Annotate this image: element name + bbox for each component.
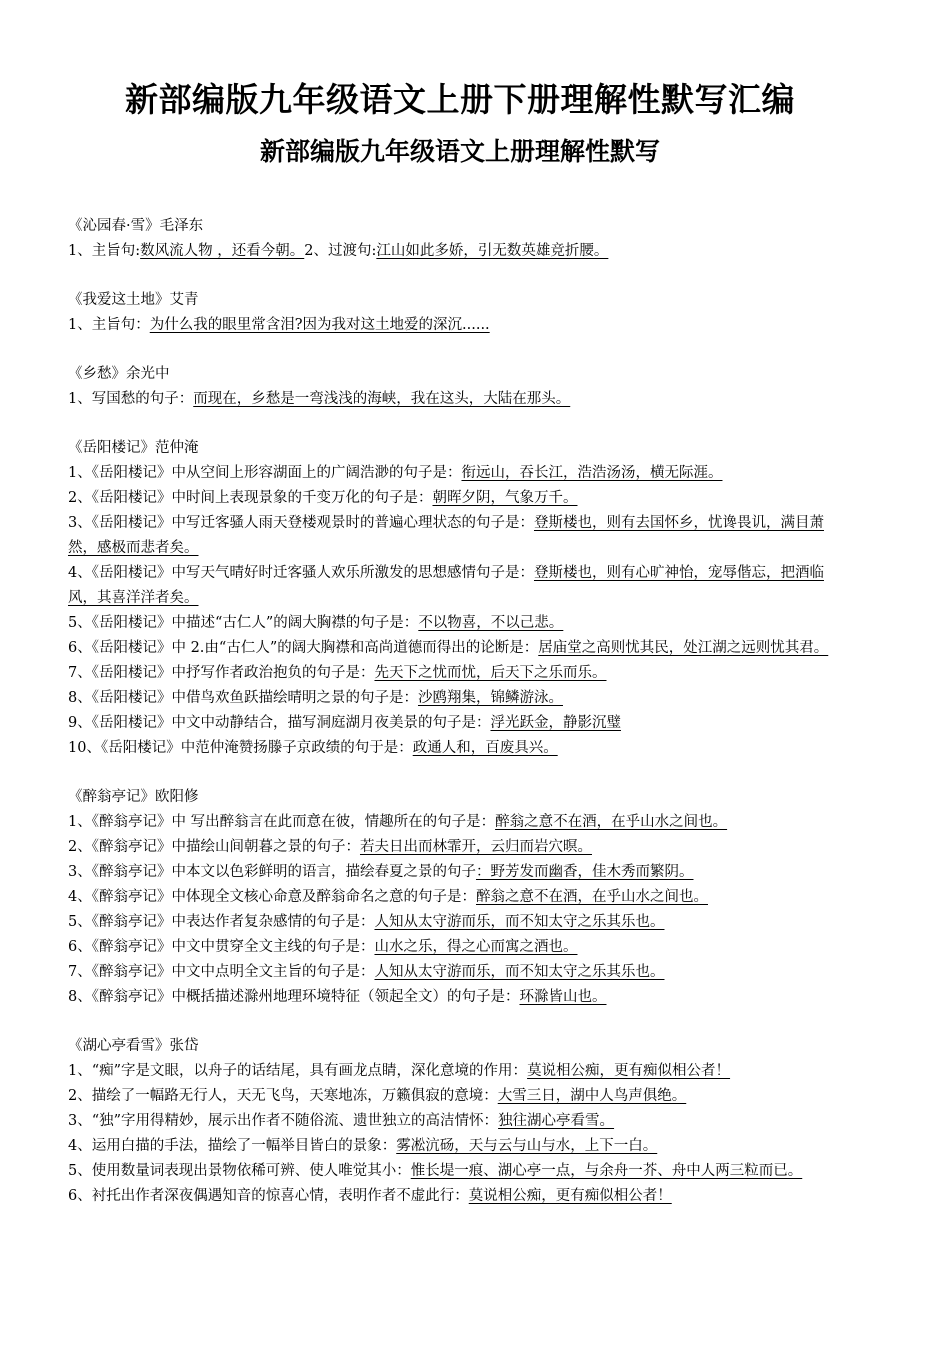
answer-text: 独往湖心亭看雪。 bbox=[498, 1113, 615, 1129]
answer-text: 沙鸥翔集，锦鳞游泳。 bbox=[417, 690, 563, 706]
answer-text: 登斯楼也，则有去国怀乡，忧谗畏讥，满目萧然，感极而悲者矣。 bbox=[68, 515, 824, 556]
question-line bbox=[68, 1084, 852, 1109]
question-text: 7、《醉翁亭记》中文中点明全文主旨的句子是： bbox=[68, 964, 375, 980]
section-heading: 《我爱这土地》艾青 bbox=[68, 292, 199, 308]
question-text: 3、《岳阳楼记》中写迁客骚人雨天登楼观景时的普遍心理状态的句子是： bbox=[68, 515, 534, 531]
question-line bbox=[68, 910, 852, 935]
question-line bbox=[68, 486, 852, 511]
answer-text: 醉翁之意不在酒，在乎山水之间也。 bbox=[475, 889, 708, 905]
question-line bbox=[68, 387, 852, 412]
question-text: 1、主旨句: bbox=[68, 243, 141, 259]
question-text: 4、《岳阳楼记》中写天气晴好时迁客骚人欢乐所激发的思想感情句子是： bbox=[68, 565, 534, 581]
question-text: 9、《岳阳楼记》中文中动静结合，描写洞庭湖月夜美景的句子是： bbox=[68, 715, 491, 731]
section-heading: 《湖心亭看雪》张岱 bbox=[68, 1038, 199, 1054]
question-line bbox=[68, 1134, 852, 1159]
answer-text: 居庙堂之高则忧其民，处江湖之远则忧其君。 bbox=[538, 640, 829, 656]
question-text: 6、《醉翁亭记》中文中贯穿全文主线的句子是： bbox=[68, 939, 375, 955]
document-subtitle: 新部编版九年级语文上册理解性默写 bbox=[259, 137, 660, 166]
question-line bbox=[68, 835, 852, 860]
answer-text: 莫说相公痴，更有痴似相公者！ bbox=[527, 1063, 731, 1079]
answer-text: 江山如此多娇，引无数英雄竞折腰。 bbox=[376, 243, 609, 259]
question-text: 6、衬托出作者深夜偶遇知音的惊喜心情，表明作者不虚此行： bbox=[68, 1188, 469, 1204]
answer-text: 雾凇沆砀，天与云与山与水，上下一白。 bbox=[396, 1138, 658, 1154]
question-text: 2、描绘了一幅路无行人，天无飞鸟，天寒地冻，万籁俱寂的意境： bbox=[68, 1088, 498, 1104]
question-line bbox=[68, 711, 852, 736]
question-line bbox=[68, 313, 852, 338]
answer-text: 莫说相公痴，更有痴似相公者！ bbox=[468, 1188, 672, 1204]
answer-text: 衔远山，吞长江，浩浩汤汤，横无际涯。 bbox=[461, 465, 723, 481]
section-heading: 《沁园春·雪》毛泽东 bbox=[68, 218, 204, 234]
answer-text: 登斯楼也，则有心旷神怡，宠辱偕忘，把酒临风，其喜洋洋者矣。 bbox=[68, 565, 824, 606]
question-line bbox=[68, 461, 852, 486]
question-line bbox=[68, 860, 852, 885]
question-text: 5、使用数量词表现出景物依稀可辨、使人唯觉其小： bbox=[68, 1163, 411, 1179]
poem-section bbox=[68, 214, 852, 264]
answer-text: 先天下之忧而忧，后天下之乐而乐。 bbox=[374, 665, 607, 681]
section-heading: 《醉翁亭记》欧阳修 bbox=[68, 789, 199, 805]
answer-text: 惟长堤一痕、湖心亭一点，与余舟一芥、舟中人两三粒而已。 bbox=[410, 1163, 803, 1179]
poem-section bbox=[68, 785, 852, 1010]
question-line bbox=[68, 561, 852, 611]
question-line bbox=[68, 686, 852, 711]
question-line bbox=[68, 885, 852, 910]
answer-text: 若夫日出而林霏开，云归而岩穴暝。 bbox=[359, 839, 592, 855]
question-text: 5、《醉翁亭记》中表达作者复杂感情的句子是： bbox=[68, 914, 375, 930]
question-text: 8、《岳阳楼记》中借鸟欢鱼跃描绘晴明之景的句子是： bbox=[68, 690, 418, 706]
document-title: 新部编版九年级语文上册下册理解性默写汇编 bbox=[125, 80, 795, 119]
question-line bbox=[68, 1159, 852, 1184]
question-text: 2、《醉翁亭记》中描绘山间朝暮之景的句子： bbox=[68, 839, 360, 855]
question-text: 7、《岳阳楼记》中抒写作者政治抱负的句子是： bbox=[68, 665, 375, 681]
question-line bbox=[68, 736, 852, 761]
answer-text: ：野芳发而幽香，佳木秀而繁阴。 bbox=[475, 864, 694, 880]
question-text: 1、《岳阳楼记》中从空间上形容湖面上的广阔浩渺的句子是： bbox=[68, 465, 462, 481]
question-line bbox=[68, 661, 852, 686]
question-text: 1、主旨句： bbox=[68, 317, 150, 333]
question-text: 1、“痴”字是文眼，以舟子的话结尾，具有画龙点睛，深化意境的作用： bbox=[68, 1063, 528, 1079]
section-heading: 《乡愁》余光中 bbox=[68, 366, 170, 382]
question-line bbox=[68, 239, 852, 264]
question-text: 2、《岳阳楼记》中时间上表现景象的千变万化的句子是： bbox=[68, 490, 433, 506]
answer-text: 而现在，乡愁是一弯浅浅的海峡，我在这头，大陆在那头。 bbox=[193, 391, 571, 407]
question-line bbox=[68, 985, 852, 1010]
question-line bbox=[68, 1109, 852, 1134]
question-line bbox=[68, 511, 852, 561]
poem-section bbox=[68, 1034, 852, 1209]
answer-text: 大雪三日，湖中人鸟声俱绝。 bbox=[497, 1088, 687, 1104]
question-text: 10、《岳阳楼记》中范仲淹赞扬滕子京政绩的句于是： bbox=[68, 740, 413, 756]
answer-text: 山水之乐，得之心而寓之酒也。 bbox=[374, 939, 578, 955]
answer-text: 政通人和，百废具兴。 bbox=[412, 740, 558, 756]
question-line bbox=[68, 611, 852, 636]
answer-text: 数风流人物 ，还看今朝。 bbox=[140, 243, 305, 259]
document-content bbox=[68, 214, 852, 1209]
question-text: 4、《醉翁亭记》中体现全文核心命意及醉翁命名之意的句子是： bbox=[68, 889, 476, 905]
question-line bbox=[68, 935, 852, 960]
answer-text: 不以物喜，不以己悲。 bbox=[418, 615, 564, 631]
answer-text: 朝晖夕阴，气象万千。 bbox=[432, 490, 578, 506]
question-text: 3、“独”字用得精妙，展示出作者不随俗流、遗世独立的高洁情怀： bbox=[68, 1113, 499, 1129]
question-text: 6、《岳阳楼记》中 2.由“古仁人”的阔大胸襟和高尚道德而得出的论断是： bbox=[68, 640, 539, 656]
question-text: 8、《醉翁亭记》中概括描述滁州地理环境特征（领起全文）的句子是： bbox=[68, 989, 520, 1005]
answer-text: 为什么我的眼里常含泪?因为我对这土地爱的深沉...... bbox=[149, 317, 490, 333]
question-text: 1、《醉翁亭记》中 写出醉翁言在此而意在彼，情趣所在的句子是： bbox=[68, 814, 496, 830]
question-text: 4、运用白描的手法，描绘了一幅举目皆白的景象： bbox=[68, 1138, 397, 1154]
poem-section bbox=[68, 362, 852, 412]
question-line bbox=[68, 960, 852, 985]
answer-text: 人知从太守游而乐，而不知太守之乐其乐也。 bbox=[374, 914, 665, 930]
answer-text: 环滁皆山也。 bbox=[519, 989, 607, 1005]
poem-section bbox=[68, 288, 852, 338]
question-line bbox=[68, 1059, 852, 1084]
answer-text: 浮光跃金，静影沉璧 bbox=[490, 715, 621, 731]
question-line bbox=[68, 810, 852, 835]
poem-section bbox=[68, 436, 852, 761]
question-text: 1、写国愁的句子： bbox=[68, 391, 194, 407]
question-text: 3、《醉翁亭记》中本文以色彩鲜明的语言，描绘春夏之景的句子 bbox=[68, 864, 476, 880]
question-text: 5、《岳阳楼记》中描述“古仁人”的阔大胸襟的句子是： bbox=[68, 615, 419, 631]
question-line bbox=[68, 1184, 852, 1209]
question-line bbox=[68, 636, 852, 661]
section-heading: 《岳阳楼记》范仲淹 bbox=[68, 440, 199, 456]
answer-text: 人知从太守游而乐，而不知太守之乐其乐也。 bbox=[374, 964, 665, 980]
answer-text: 醉翁之意不在酒，在乎山水之间也。 bbox=[495, 814, 728, 830]
question-text: 2、过渡句: bbox=[304, 243, 377, 259]
